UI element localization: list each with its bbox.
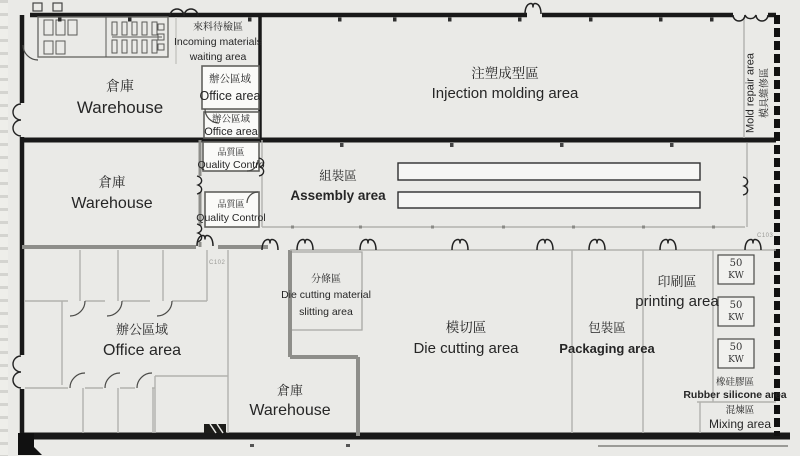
injection-molding-label bbox=[432, 64, 579, 105]
packaging-label bbox=[559, 319, 654, 360]
office-b-label bbox=[204, 113, 258, 139]
qc-a-en: Quality Contro bbox=[197, 159, 265, 171]
power-3-unit: KW bbox=[728, 355, 744, 365]
mixing-area-label bbox=[709, 405, 771, 432]
incoming-area-label bbox=[174, 21, 262, 65]
qc-a-zh: 品質區 bbox=[217, 147, 245, 157]
assembly-benches bbox=[398, 163, 700, 208]
bench-2 bbox=[398, 192, 700, 208]
office-a-en: Office area bbox=[199, 89, 261, 103]
packaging-zh: 包裝區 bbox=[588, 321, 626, 335]
scan-edge-artifact bbox=[0, 0, 8, 456]
mold-repair-label bbox=[744, 53, 773, 133]
power-unit-1 bbox=[718, 257, 754, 282]
warehouse-mid-zh: 倉庫 bbox=[98, 175, 126, 190]
packaging-en: Packaging area bbox=[559, 341, 655, 356]
slitting-area-label bbox=[281, 272, 371, 320]
slitting-en2: slitting area bbox=[299, 306, 353, 318]
warehouse-top-zh: 倉庫 bbox=[106, 78, 134, 94]
office-b-en: Office area bbox=[204, 126, 258, 138]
power-3-value: 50 bbox=[729, 342, 743, 353]
injection-en: Injection molding area bbox=[431, 85, 579, 102]
die-cutting-en: Die cutting area bbox=[413, 340, 519, 357]
slitting-en1: Die cutting material bbox=[281, 289, 371, 301]
warehouse-bottom-en: Warehouse bbox=[249, 402, 331, 419]
mixing-en: Mixing area bbox=[708, 417, 772, 431]
printing-en: printing area bbox=[635, 293, 719, 310]
assembly-area-label bbox=[290, 168, 385, 206]
qc-a-label bbox=[197, 146, 264, 172]
door-code-c103: C103 bbox=[757, 233, 774, 239]
warehouse-mid-label bbox=[71, 174, 152, 215]
office-main-en: Office area bbox=[103, 342, 181, 359]
qc-b-label bbox=[196, 198, 265, 226]
assembly-en: Assembly area bbox=[290, 188, 386, 203]
assembly-zh: 組裝區 bbox=[319, 169, 357, 183]
printing-zh: 印刷區 bbox=[657, 274, 697, 289]
warehouse-top-label bbox=[77, 77, 163, 119]
office-a-label bbox=[200, 71, 261, 105]
slitting-zh: 分條區 bbox=[311, 274, 341, 285]
rubber-en: Rubber silicone area bbox=[683, 389, 787, 401]
incoming-en2: waiting area bbox=[189, 51, 247, 63]
bench-1 bbox=[398, 163, 700, 180]
mold-repair-en: Mold repair area bbox=[744, 52, 757, 134]
warehouse-top-en: Warehouse bbox=[76, 98, 164, 117]
rubber-zh: 橡硅膠區 bbox=[715, 377, 755, 388]
incoming-en1: Incoming materials bbox=[173, 36, 263, 48]
mixing-zh: 混煉區 bbox=[725, 405, 755, 416]
power-unit-2 bbox=[718, 299, 754, 324]
office-main-zh: 辦公區域 bbox=[115, 322, 168, 337]
power-unit-3 bbox=[718, 341, 754, 366]
die-cutting-label bbox=[413, 318, 518, 360]
door-code-c102: C102 bbox=[209, 260, 226, 266]
office-a-zh: 辦公區域 bbox=[208, 73, 251, 85]
office-main-label bbox=[103, 320, 181, 362]
furniture bbox=[33, 3, 168, 57]
mold-repair-zh: 模具維修區 bbox=[759, 68, 771, 118]
injection-zh: 注塑成型區 bbox=[471, 66, 539, 81]
rubber-silicone-label bbox=[683, 376, 786, 402]
power-2-value: 50 bbox=[729, 300, 743, 311]
warehouse-bottom-zh: 倉庫 bbox=[276, 383, 304, 398]
qc-b-en: Quality Control bbox=[196, 212, 266, 224]
power-1-value: 50 bbox=[729, 258, 743, 269]
incoming-zh: 來料待檢區 bbox=[193, 22, 243, 33]
power-1-unit: KW bbox=[728, 271, 744, 281]
qc-b-zh: 品質區 bbox=[217, 199, 245, 209]
power-2-unit: KW bbox=[728, 313, 744, 323]
warehouse-bottom-label bbox=[249, 382, 330, 422]
die-cutting-zh: 模切區 bbox=[445, 320, 487, 335]
printing-label bbox=[635, 272, 718, 313]
warehouse-mid-en: Warehouse bbox=[71, 195, 153, 212]
office-b-zh: 辦公區域 bbox=[211, 114, 251, 125]
